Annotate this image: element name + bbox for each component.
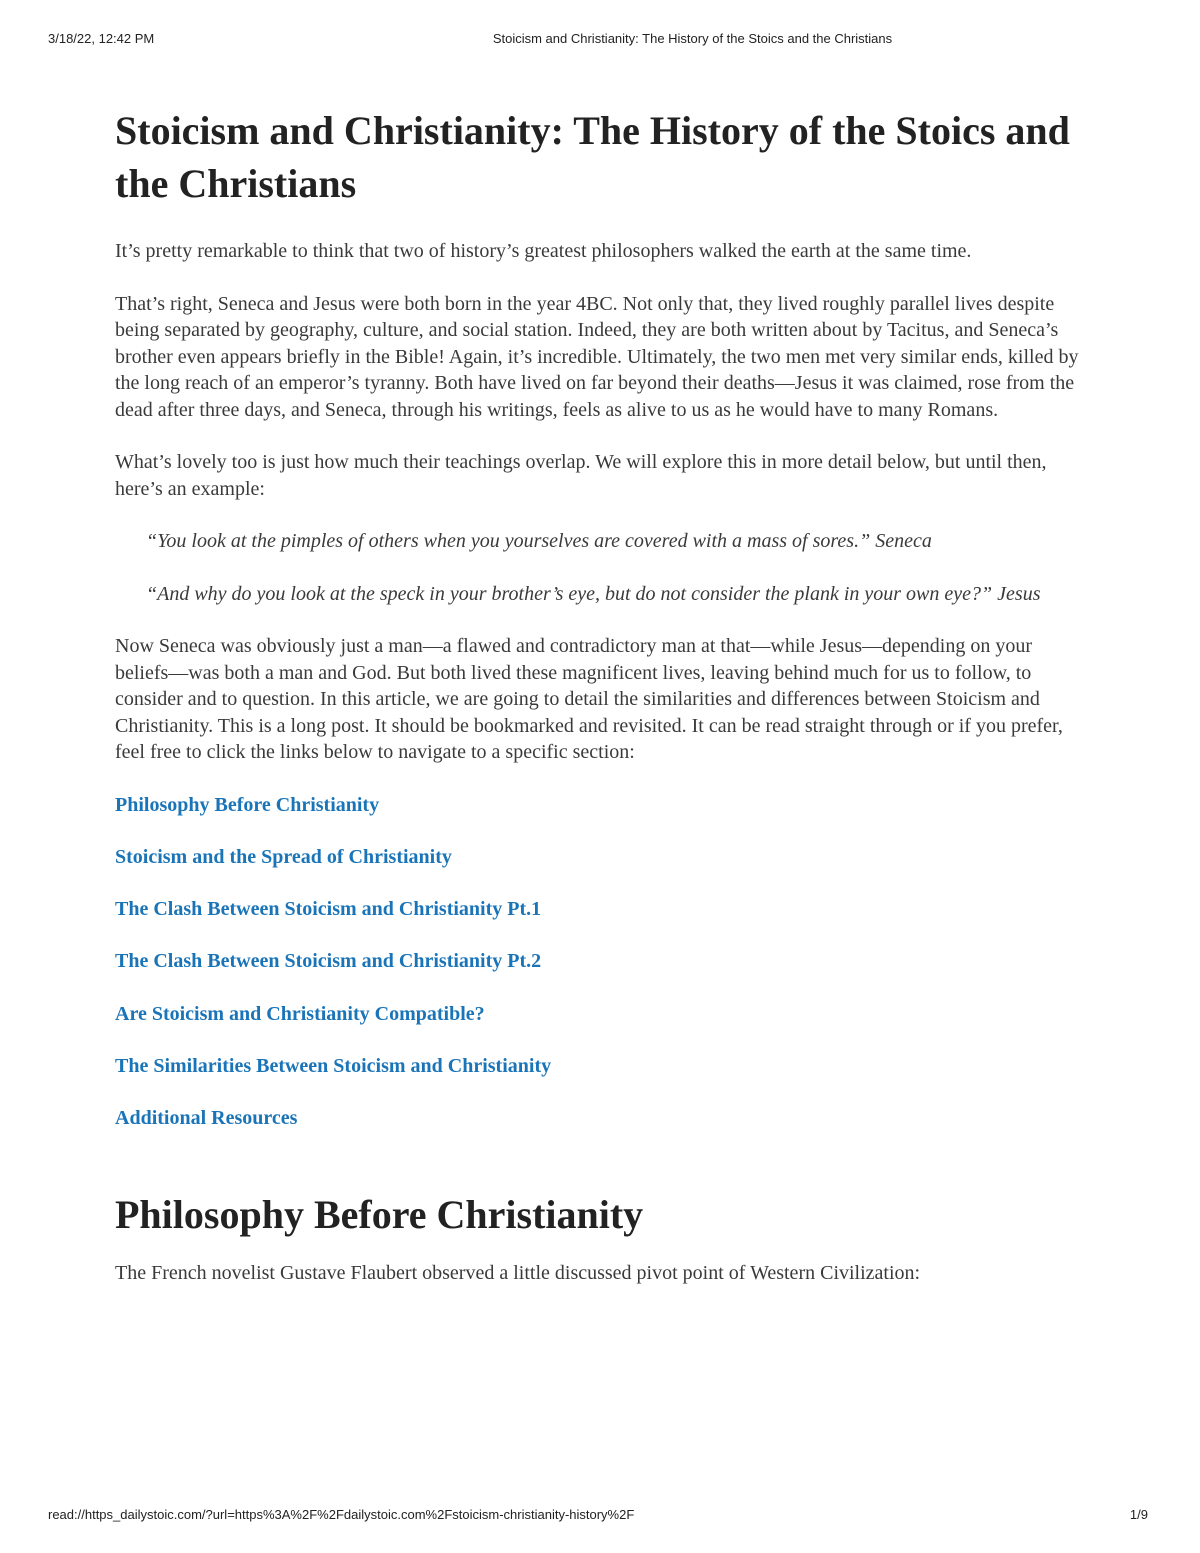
toc-link-spread-of-christianity[interactable]: Stoicism and the Spread of Christianity bbox=[115, 845, 452, 868]
toc-item bbox=[115, 896, 1087, 948]
toc-item bbox=[115, 844, 1087, 896]
toc-item bbox=[115, 792, 1087, 844]
print-page-number: 1/9 bbox=[1129, 1507, 1148, 1522]
overlap-paragraph: What’s lovely too is just how much their teachings overlap. We will explore this in more detail below, but until then, here’s an example: bbox=[115, 451, 1047, 500]
section-paragraph: The French novelist Gustave Flaubert observed a little discussed pivot point of Western Civilization: bbox=[115, 1261, 921, 1284]
article bbox=[115, 104, 1087, 1312]
toc-item bbox=[115, 948, 1087, 1000]
print-page-title: Stoicism and Christianity: The History of the Stoics and the Christians bbox=[492, 31, 893, 46]
toc-link-additional-resources[interactable]: Additional Resources bbox=[115, 1107, 298, 1130]
toc-item bbox=[115, 1001, 1087, 1053]
print-url: read://https_dailystoic.com/?url=https%3A%2F%2Fdailystoic.com%2Fstoicism-christianity-history%2F bbox=[48, 1507, 635, 1522]
context-paragraph: That’s right, Seneca and Jesus were both born in the year 4BC. Not only that, they lived roughly parallel lives despite being separated by geography, culture, and social station. Indeed, they are both written about by Tacitus, and Seneca’s brother even appears briefly in the Bible! Again, it’s incredible. Ultimately, the two men met very similar ends, killed by the long reach of an emperor’s tyranny. Both have lived on far beyond their deaths—Jesus it was claimed, rose from the dead after three days, and Seneca, through his writings, feels as alive to us as he would have to many Romans. bbox=[115, 292, 1079, 421]
toc-link-compatible[interactable]: Are Stoicism and Christianity Compatible? bbox=[115, 1002, 485, 1025]
navigation-paragraph: Now Seneca was obviously just a man—a flawed and contradictory man at that—while Jesus—depending on your beliefs—was both a man and God. But both lived these magnificent lives, leaving behind much for us to follow, to consider and to question. In this article, we are going to detail the similarities and differences between Stoicism and Christianity. This is a long post. It should be bookmarked and revisited. It can be read straight through or if you prefer, feel free to click the links below to navigate to a specific section: bbox=[115, 635, 1063, 763]
toc-link-similarities[interactable]: The Similarities Between Stoicism and Christianity bbox=[115, 1054, 552, 1077]
toc-link-philosophy-before-christianity[interactable]: Philosophy Before Christianity bbox=[115, 793, 380, 816]
seneca-quote: “You look at the pimples of others when you yourselves are covered with a mass of sores.” Seneca bbox=[146, 530, 932, 552]
intro-paragraph: It’s pretty remarkable to think that two of history’s greatest philosophers walked the earth at the same time. bbox=[115, 240, 972, 262]
toc-item bbox=[115, 1053, 1087, 1105]
toc-item bbox=[115, 1105, 1087, 1157]
jesus-quote: “And why do you look at the speck in your brother’s eye, but do not consider the plank in your own eye?” Jesus bbox=[146, 582, 1041, 605]
table-of-contents bbox=[115, 792, 1087, 1158]
print-datetime: 3/18/22, 12:42 PM bbox=[48, 31, 155, 46]
toc-link-clash-pt2[interactable]: The Clash Between Stoicism and Christianity Pt.2 bbox=[115, 950, 542, 973]
section-heading: Philosophy Before Christianity bbox=[115, 1191, 644, 1237]
toc-link-clash-pt1[interactable]: The Clash Between Stoicism and Christianity Pt.1 bbox=[115, 898, 542, 921]
print-footer bbox=[0, 1507, 1200, 1525]
article-title: Stoicism and Christianity: The History of the Stoics and the Christians bbox=[115, 108, 1070, 206]
print-header bbox=[0, 31, 1200, 49]
